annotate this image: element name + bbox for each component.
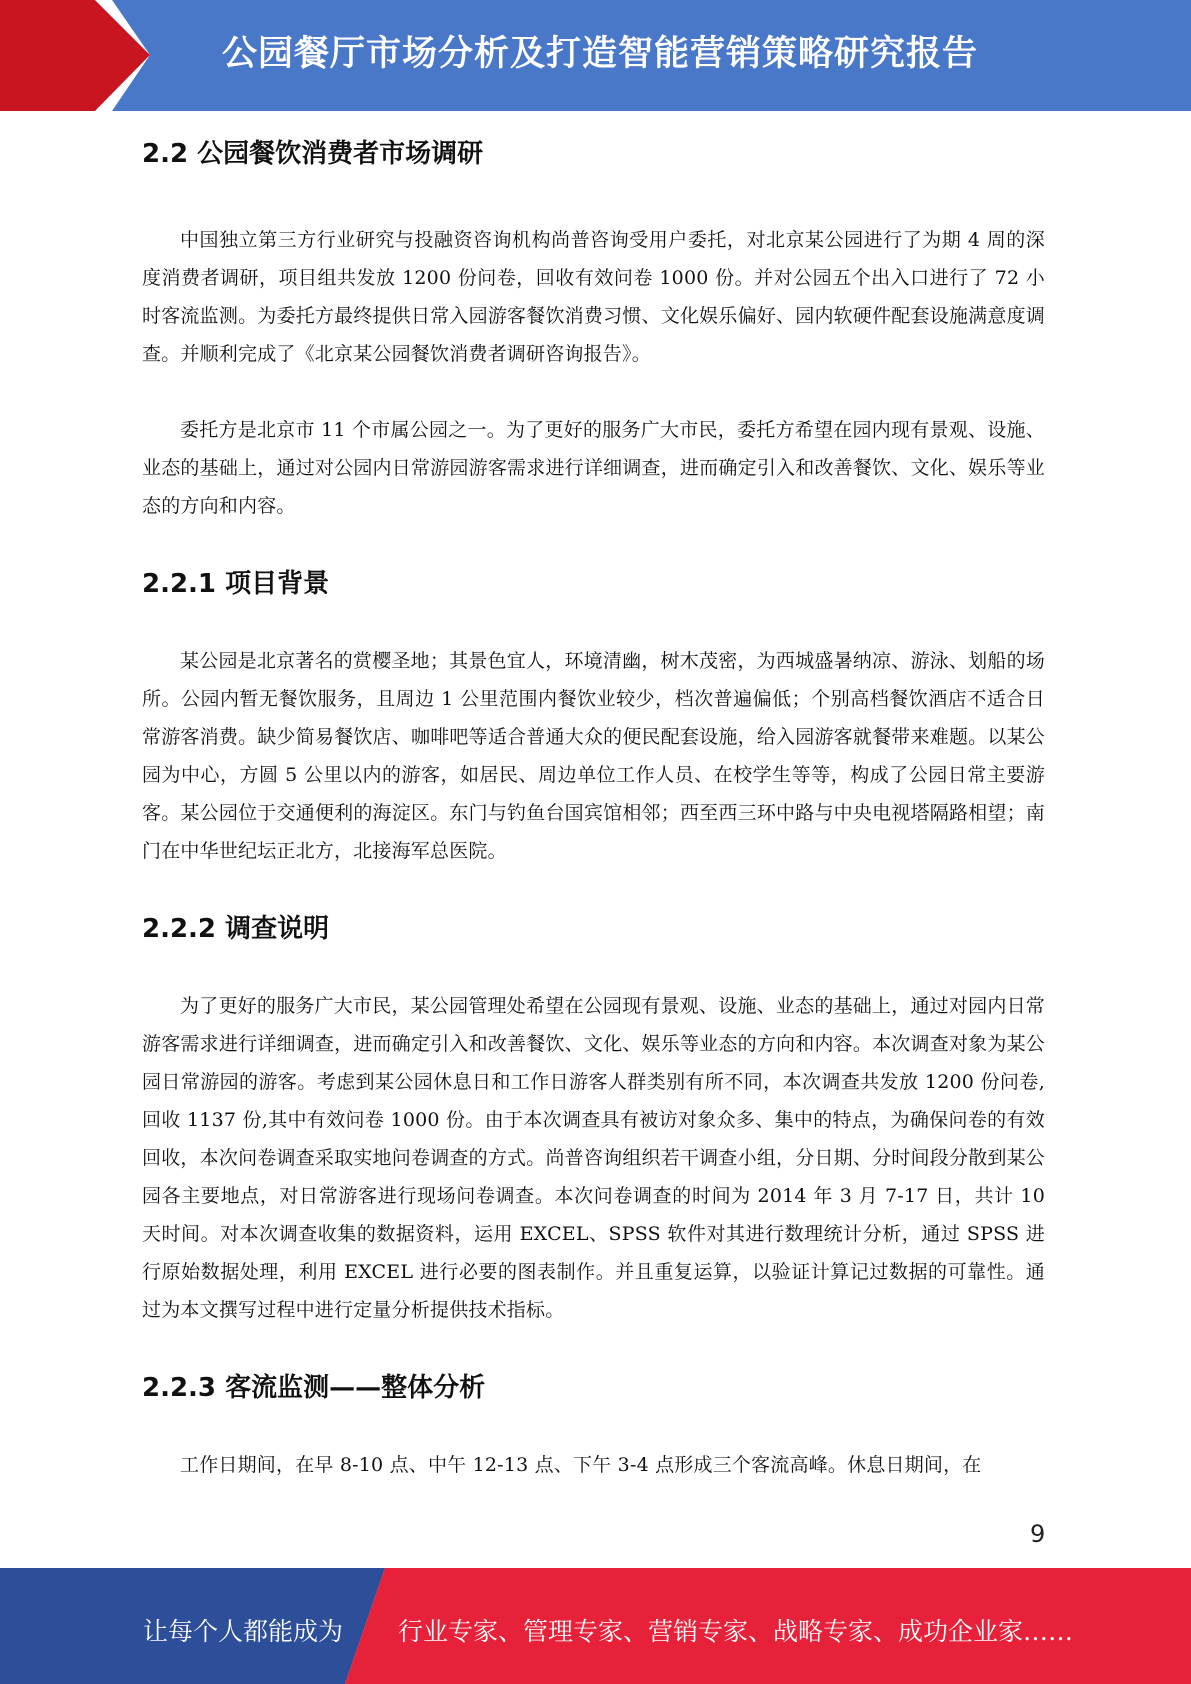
page-number: 9 [1030,1520,1046,1548]
paragraph: 某公园是北京著名的赏樱圣地；其景色宜人，环境清幽，树木茂密，为西城盛暑纳凉、游泳、划船的场所。公园内暂无餐饮服务，且周边 1 公里范围内餐饮业较少，档次普遍偏低；个别高档餐饮酒店不适合日常游客消费。缺少简易餐饮店、咖啡吧等适合普通大众的便民配套设施，给入园游客就餐带来难题。以某公园为中心，方圆 5 公里以内的游客，如居民、周边单位工作人员、在校学生等等，构成了公园日常主要游客。某公园位于交通便利的海淀区。东门与钓鱼台国宾馆相邻；西至西三环中路与中央电视塔隔路相望；南门在中华世纪坛正北方，北接海军总医院。 [142,650,1045,862]
header-chevron-decoration [0,0,170,111]
section-heading-2-2-2: 2.2.2 调查说明 [142,914,330,944]
paragraph: 中国独立第三方行业研究与投融资咨询机构尚普咨询受用户委托，对北京某公园进行了为期 4 周的深度消费者调研，项目组共发放 1200 份问卷，回收有效问卷 1000 份。并对公园五个出入口进行了 72 小时客流监测。为委托方最终提供日常入园游客餐饮消费习惯、文化娱乐偏好、园内软硬件配套设施满意度调查。并顺利完成了《北京某公园餐饮消费者调研咨询报告》。 [142,229,1045,365]
section-heading-2-2-3: 2.2.3 客流监测——整体分析 [142,1373,486,1403]
paragraph: 委托方是北京市 11 个市属公园之一。为了更好的服务广大市民，委托方希望在园内现有景观、设施、业态的基础上，通过对公园内日常游园游客需求进行详细调查，进而确定引入和改善餐饮、文化、娱乐等业态的方向和内容。 [142,419,1045,517]
section-heading-2-2-1: 2.2.1 项目背景 [142,569,330,599]
page-content [142,128,1045,1484]
footer-banner [0,1568,1191,1684]
document-title: 公园餐厅市场分析及打造智能营销策略研究报告 [222,34,979,74]
paragraph: 工作日期间，在早 8-10 点、中午 12-13 点、下午 3-4 点形成三个客流高峰。休息日期间，在 [180,1454,982,1476]
footer-slogan-right: 行业专家、管理专家、营销专家、战略专家、成功企业家…… [398,1617,1074,1646]
section-heading-2-2: 2.2 公园餐饮消费者市场调研 [142,139,484,169]
paragraph: 为了更好的服务广大市民，某公园管理处希望在公园现有景观、设施、业态的基础上，通过对园内日常游客需求进行详细调查，进而确定引入和改善餐饮、文化、娱乐等业态的方向和内容。本次调查对象为某公园日常游园的游客。考虑到某公园休息日和工作日游客人群类别有所不同，本次调查共发放 1200 份问卷,回收 1137 份,其中有效问卷 1000 份。由于本次调查具有被访对象众多、集中的特点，为确保问卷的有效回收，本次问卷调查采取实地问卷调查的方式。尚普咨询组织若干调查小组，分日期、分时间段分散到某公园各主要地点，对日常游客进行现场问卷调查。本次问卷调查的时间为 2014 年 3 月 7-17 日，共计 10 天时间。对本次调查收集的数据资料，运用 EXCEL、SPSS 软件对其进行数理统计分析，通过 SPSS 进行原始数据处理，利用 EXCEL 进行必要的图表制作。并且重复运算，以验证计算记过数据的可靠性。通过为本文撰写过程中进行定量分析提供技术指标。 [142,995,1045,1321]
header-banner [0,0,1191,111]
footer-slogan-left: 让每个人都能成为 [143,1617,344,1646]
